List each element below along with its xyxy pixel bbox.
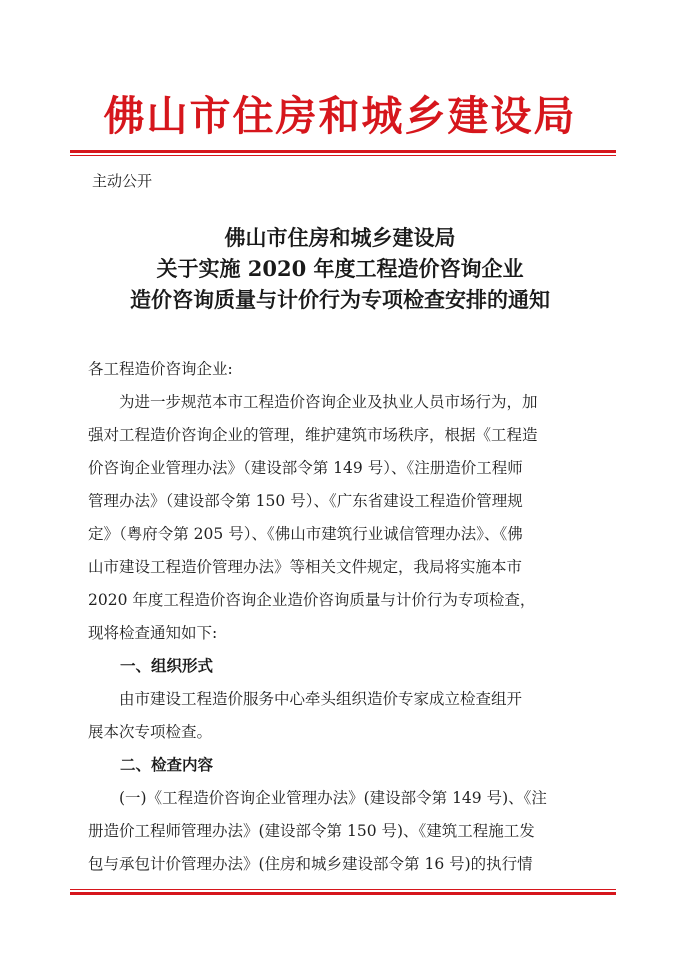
paragraph-line: 包与承包计价管理办法》(住房和城乡建设部令第 16 号)的执行情 [88,855,533,873]
paragraph-line: 2020 年度工程造价咨询企业造价咨询质量与计价行为专项检查， [88,591,536,609]
paragraph-line: 展本次专项检查。 [88,723,213,741]
paragraph-line: 价咨询企业管理办法》（建设部令第 149 号）、《注册造价工程师 [88,459,523,477]
section-heading-organization: 一、组织形式 [120,657,214,675]
paragraph-line: (一)《工程造价咨询企业管理办法》(建设部令第 149 号)、《注 [119,789,547,807]
paragraph-line: 强对工程造价咨询企业的管理，维护建筑市场秩序，根据《工程造 [88,426,538,444]
paragraph-line: 册造价工程师管理办法》(建设部令第 150 号)、《建筑工程施工发 [88,822,535,840]
disclosure-label: 主动公开 [92,172,153,190]
section-heading-inspection-content: 二、检查内容 [120,756,214,774]
document-title-line-3: 造价咨询质量与计价行为专项检查安排的通知 [130,287,550,312]
footer-red-rule-thin [70,889,616,890]
letterhead-red-rule-thin [70,155,616,156]
footer-red-rule-thick [70,892,616,895]
letterhead-red-rule-thick [70,150,616,153]
paragraph-line: 定》（粤府令第 205 号）、《佛山市建筑行业诚信管理办法》、《佛 [88,525,523,543]
paragraph-line: 现将检查通知如下: [88,624,218,642]
salutation: 各工程造价咨询企业: [88,360,233,378]
paragraph-line: 山市建设工程造价管理办法》等相关文件规定，我局将实施本市 [88,558,523,576]
document-title-line-1: 佛山市住房和城乡建设局 [224,225,456,250]
document-title-line-2: 关于实施 2020 年度工程造价咨询企业 [156,256,524,281]
paragraph-line: 由市建设工程造价服务中心牵头组织造价专家成立检查组开 [119,690,523,708]
paragraph-line: 为进一步规范本市工程造价咨询企业及执业人员市场行为，加 [119,393,538,411]
letterhead-agency-name: 佛山市住房和城乡建设局 [103,92,577,140]
paragraph-line: 管理办法》（建设部令第 150 号）、《广东省建设工程造价管理规 [88,492,523,510]
